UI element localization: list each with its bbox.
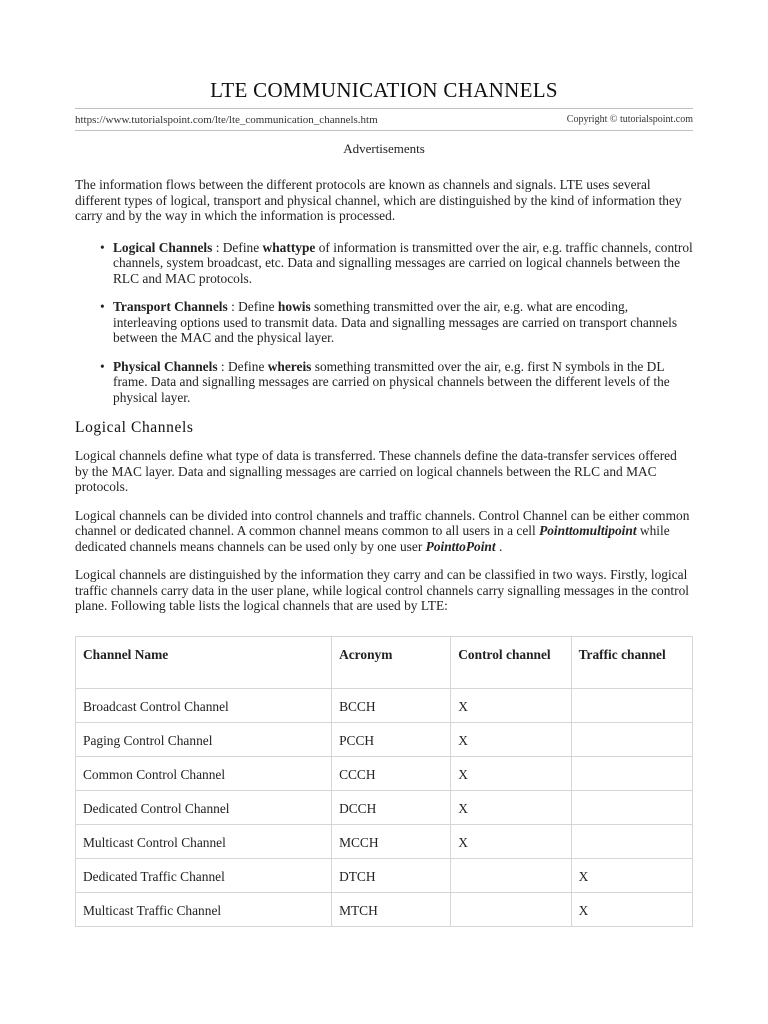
paragraph-text: while dedicated channels means channels can be used only by one user [75,523,670,554]
table-cell: Dedicated Traffic Channel [76,858,332,892]
table-cell: Multicast Control Channel [76,824,332,858]
table-row [76,858,693,892]
table-cell: Multicast Traffic Channel [76,892,332,926]
section-heading: Logical Channels [75,419,194,436]
table-cell: Broadcast Control Channel [76,688,332,722]
table-cell [571,688,692,722]
advertisements-label: Advertisements [343,141,425,156]
table-cell: MTCH [332,892,451,926]
bullet-keyword: howis [277,299,311,314]
table-cell: Common Control Channel [76,756,332,790]
table-cell: Dedicated Control Channel [76,790,332,824]
table-cell [451,858,571,892]
bullet-text: : Define [227,299,278,314]
table-row [76,756,693,790]
bullet-text: : Define [217,358,268,374]
table-cell: Paging Control Channel [76,722,332,756]
bullet-text: : Define [212,239,263,255]
table-cell [571,722,692,756]
emphasis-text: PointtoPoint [425,538,496,554]
logical-channels-table [75,636,693,927]
paragraph-text: . [495,538,503,554]
table-row [76,790,693,824]
url-bar [75,108,693,131]
table-cell [571,824,692,858]
table-cell: X [451,756,571,790]
column-header: Acronym [332,636,451,688]
table-row [76,824,693,858]
table-cell: CCCH [332,756,451,790]
table-cell: DCCH [332,790,451,824]
document-page [75,0,693,927]
source-url[interactable]: https://www.tutorialspoint.com/lte/lte_communication_channels.htm [75,113,378,126]
bullet-text: something transmitted over the air, e.g. first N symbols in the DL frame. Data and signalling messages are carried on physical channels between the different levels of the physical layer. [113,358,670,405]
table-row [76,892,693,926]
table-cell: BCCH [332,688,451,722]
table-cell: MCCH [332,824,451,858]
list-item [75,299,693,346]
table-header-row [76,636,693,688]
list-item [75,240,693,287]
bullet-term: Transport Channels [113,299,228,314]
table-cell [451,892,571,926]
column-header: Channel Name [76,636,332,688]
bullet-term: Logical Channels [113,239,213,255]
table-cell: X [451,824,571,858]
paragraph [75,508,693,555]
list-item [75,359,693,406]
column-header: Traffic channel [571,636,692,688]
intro-paragraph: The information flows between the different protocols are known as channels and signals. LTE uses several different types of logical, transport and physical channel, which are distinguished by the kind of information they carry and by the way in which the information is processed. [75,177,682,223]
table-cell: X [451,790,571,824]
paragraph-text: Logical channels can be divided into control channels and traffic channels. Control Channel can be either common channel or dedicated channel. A common channel means common to all users in a cell [75,507,690,538]
bullet-icon: • [100,299,105,314]
page-title: LTE COMMUNICATION CHANNELS [210,78,558,102]
paragraph: Logical channels define what type of data is transferred. These channels define the data-transfer services offered by the MAC layer. Data and signalling messages are carried on logical channels between the RLC and MAC protocols. [75,448,677,494]
bullet-text: of information is transmitted over the air, e.g. traffic channels, control channels, system broadcast, etc. Data and signalling messages are carried on logical channels between the RLC and MAC protocols. [113,239,693,286]
table-cell: DTCH [332,858,451,892]
bullet-keyword: whereis [267,358,312,374]
channel-types-list [75,240,693,406]
bullet-text: something transmitted over the air, e.g. what are encoding, interleaving options used to transmit data. Data and signalling messages are carried on transport channels between the MAC and the physical layer. [113,299,678,345]
copyright-notice: Copyright © tutorialspoint.com [566,114,693,125]
column-header: Control channel [451,636,571,688]
table-row [76,722,693,756]
bullet-keyword: whattype [262,239,316,255]
table-cell [571,790,692,824]
table-cell: X [571,858,692,892]
bullet-icon: • [100,358,105,374]
bullet-icon: • [100,239,105,255]
table-cell [571,756,692,790]
table-cell: X [451,722,571,756]
table-row [76,688,693,722]
bullet-term: Physical Channels [113,358,218,374]
emphasis-text: Pointtomultipoint [539,523,637,538]
paragraph: Logical channels are distinguished by the information they carry and can be classified in two ways. Firstly, logical traffic channels carry data in the user plane, while logical control channels carry signalling messages in the control plane. Following table lists the logical channels that are used by LTE: [75,567,690,613]
table-cell: X [451,688,571,722]
table-cell: X [571,892,692,926]
table-cell: PCCH [332,722,451,756]
